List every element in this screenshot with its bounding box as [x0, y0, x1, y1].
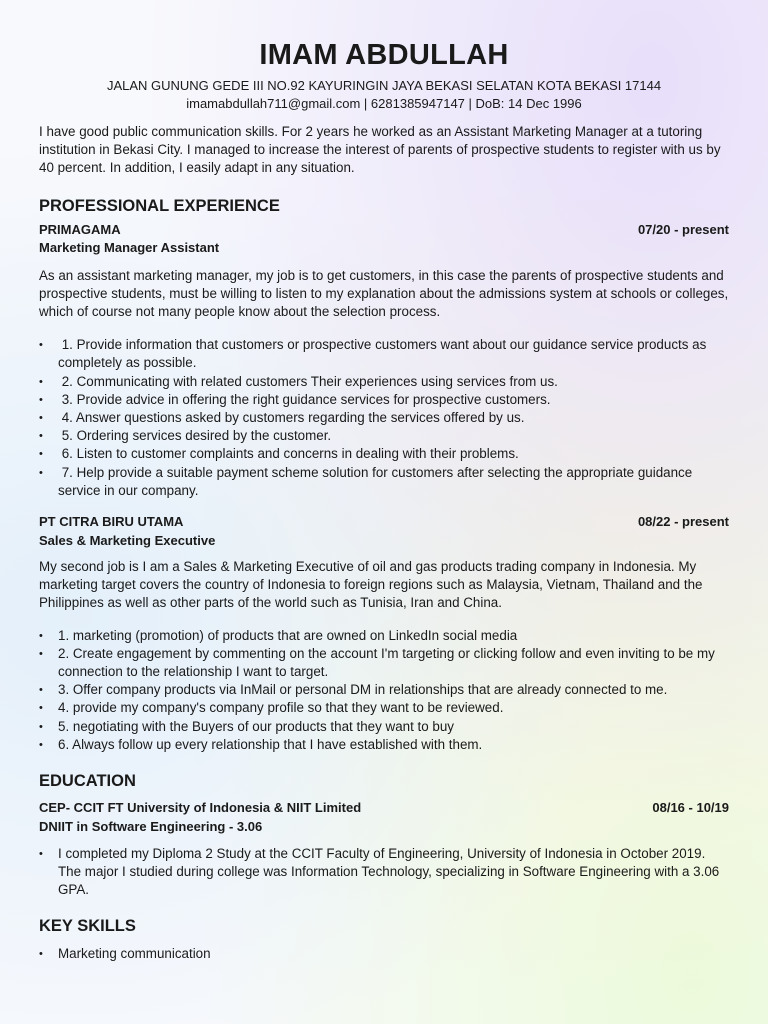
list-item: • 3. Provide advice in offering the right guidance services for prospective customers. — [39, 391, 729, 409]
list-item: • Marketing communication — [39, 945, 729, 963]
skills-section-title: KEY SKILLS — [39, 916, 136, 935]
list-item: • 6. Always follow up every relationship that I have established with them. — [39, 736, 729, 754]
job-header-row — [39, 221, 729, 240]
job-citra-biru-utama — [39, 513, 729, 754]
experience-section-title: PROFESSIONAL EXPERIENCE — [39, 196, 280, 215]
education-school: CEP- CCIT FT University of Indonesia & NIIT Limited — [39, 800, 362, 816]
list-item: • 2. Communicating with related customers Their experiences using services from us. — [39, 373, 729, 391]
education-entry — [39, 799, 729, 900]
job-dates: 08/22 - present — [637, 514, 729, 530]
job-description: My second job is I am a Sales & Marketing Executive of oil and gas products trading company in Indonesia. My marketing target covers the country of Indonesia to foreign regions such as Malaysia, Vietnam, Thailand and the Philippines as well as other parts of the world such as Tunisia, Iran and China. — [39, 559, 703, 611]
list-item: • 2. Create engagement by commenting on the account I'm targeting or clicking follow and even inviting to be my connection to the relationship I want to target. — [39, 645, 729, 681]
education-details-list — [39, 845, 729, 900]
list-item: • 7. Help provide a suitable payment scheme solution for customers after selecting the appropriate guidance service in our company. — [39, 464, 729, 500]
list-item: • 1. Provide information that customers or prospective customers want about our guidance service products as completely as possible. — [39, 336, 729, 372]
job-role: Sales & Marketing Executive — [39, 532, 216, 548]
list-item: • 3. Offer company products via InMail or personal DM in relationships that are already connected to me. — [39, 681, 729, 699]
job-role: Marketing Manager Assistant — [39, 240, 220, 256]
candidate-name: IMAM ABDULLAH — [259, 39, 509, 71]
list-item: • 5. negotiating with the Buyers of our products that they want to buy — [39, 718, 729, 736]
job-description: As an assistant marketing manager, my job is to get customers, in this case the parents of prospective students and prospective students, must be willing to listen to my explanation about the admissions system at schools or colleges, which of course not many people know about the selection process. — [39, 267, 729, 320]
list-item: • 4. provide my company's company profile so that they want to be reviewed. — [39, 699, 729, 717]
job-header-row — [39, 513, 729, 532]
list-item: • 1. marketing (promotion) of products that are owned on LinkedIn social media — [39, 627, 729, 645]
job-duties-list — [39, 336, 729, 500]
list-item: • I completed my Diploma 2 Study at the CCIT Faculty of Engineering, University of Indonesia in October 2019. The major I studied during college was Information Technology, specializing in Software Engineering with a 3.06 GPA. — [39, 845, 729, 900]
job-duties-list — [39, 627, 729, 754]
education-degree: DNIIT in Software Engineering - 3.06 — [39, 818, 263, 834]
job-primagama — [39, 221, 729, 500]
education-section-title: EDUCATION — [39, 772, 136, 791]
job-dates: 07/20 - present — [637, 221, 729, 237]
job-company: PRIMAGAMA — [39, 221, 121, 237]
list-item: • 6. Listen to customer complaints and concerns in dealing with their problems. — [39, 445, 729, 463]
contact-block — [39, 77, 729, 113]
list-item: • 4. Answer questions asked by customers regarding the services offered by us. — [39, 409, 729, 427]
list-item: • 5. Ordering services desired by the customer. — [39, 427, 729, 445]
summary-paragraph: I have good public communication skills. For 2 years he worked as an Assistant Marketing Manager at a tutoring institution in Bekasi City. I managed to increase the interest of parents of prospective students to register with us by 40 percent. In addition, I easily adapt in any situation. — [39, 124, 721, 176]
contact-line: imamabdullah711@gmail.com | 6281385947147 | DoB: 14 Dec 1996 — [186, 96, 582, 111]
skills-list — [39, 945, 729, 963]
address-line: JALAN GUNUNG GEDE III NO.92 KAYURINGIN JAYA BEKASI SELATAN KOTA BEKASI 17144 — [106, 78, 662, 93]
education-header-row — [39, 799, 729, 818]
job-company: PT CITRA BIRU UTAMA — [39, 514, 184, 530]
education-dates: 08/16 - 10/19 — [652, 800, 729, 816]
